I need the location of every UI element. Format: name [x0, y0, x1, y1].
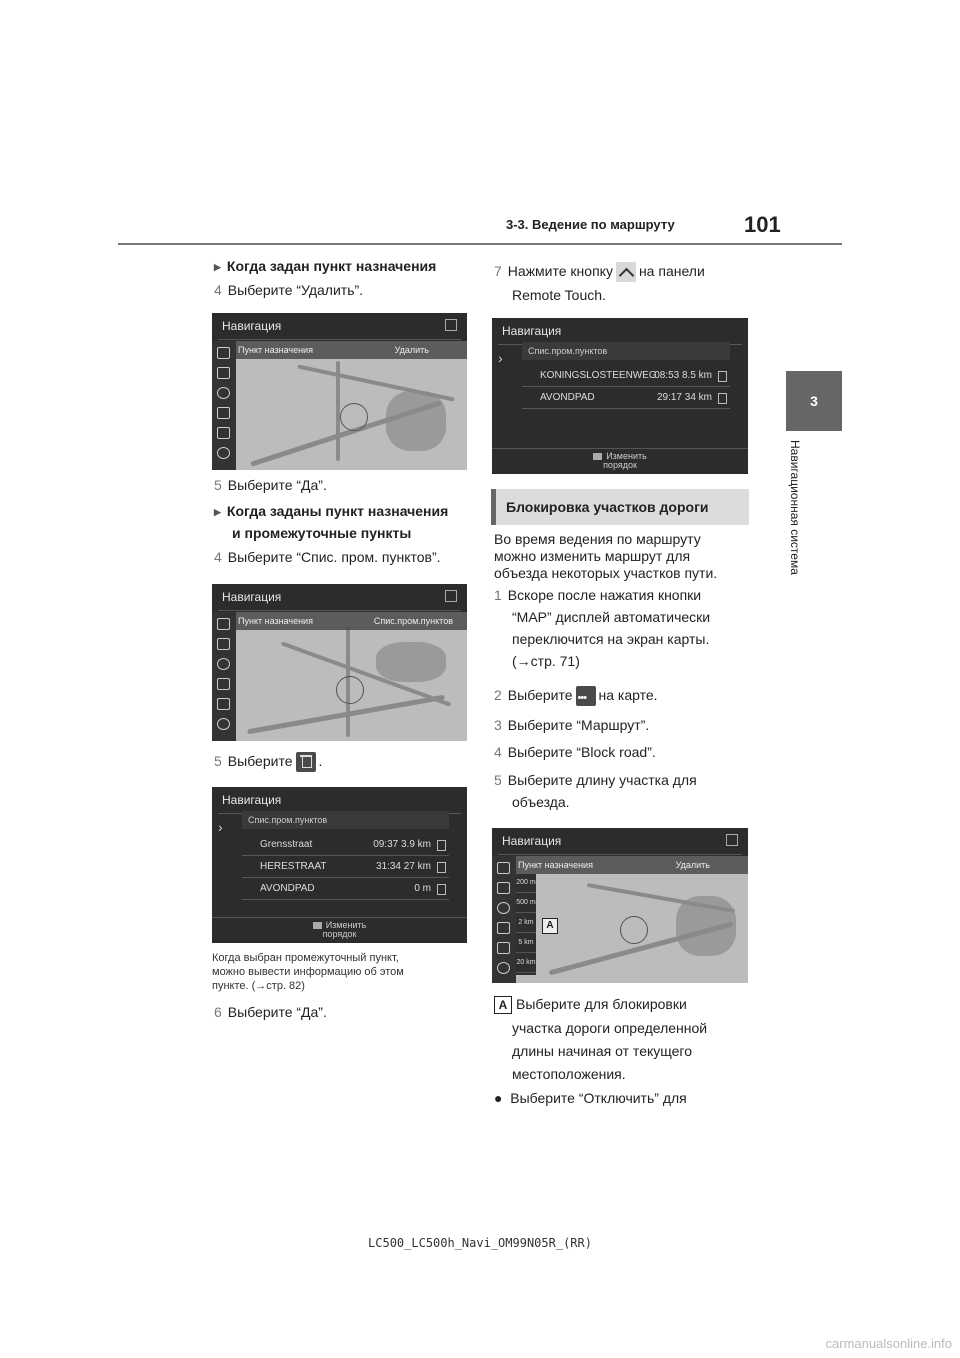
- destination-eta: 29:17 34 km: [656, 392, 712, 403]
- footer-code: LC500_LC500h_Navi_OM99N05R_(RR): [368, 1236, 592, 1250]
- trash-icon[interactable]: [437, 840, 446, 851]
- destination-label: Пункт назначения: [518, 860, 593, 870]
- block-icon[interactable]: [217, 658, 230, 670]
- destination-name: AVONDPAD: [260, 883, 315, 894]
- step-text: Выберите “Block road”.: [507, 744, 656, 760]
- condition-heading-1: [214, 255, 436, 278]
- step-number: 5: [214, 477, 222, 493]
- current-position-icon: [620, 916, 648, 944]
- callout-a-line2: участка дороги определенной: [512, 1020, 708, 1036]
- step-r2: [494, 684, 658, 706]
- step-number: 3: [494, 717, 502, 733]
- step-7: [494, 260, 705, 282]
- current-position-icon: [340, 403, 368, 431]
- trash-icon[interactable]: [437, 884, 446, 895]
- screen-map-waypoints: [212, 584, 467, 741]
- list-title: Спис.пром.пунктов: [522, 342, 730, 360]
- intro-line-2: можно изменить маршрут для: [494, 548, 691, 564]
- reorder-label-1: Изменить: [606, 451, 647, 461]
- step-number: 7: [494, 263, 502, 279]
- delete-button[interactable]: Удалить: [394, 345, 429, 355]
- step-number: 4: [214, 549, 222, 565]
- distance-label: 5 km: [518, 939, 534, 946]
- fullscreen-icon[interactable]: [217, 618, 230, 630]
- step-number: 6: [214, 1004, 222, 1020]
- waypoint-eta: 31:34 27 km: [375, 861, 431, 872]
- more-options-icon: [576, 686, 596, 706]
- screen-sidebar: [492, 856, 516, 983]
- trash-icon[interactable]: [437, 862, 446, 873]
- callout-a-line4: местоположения.: [512, 1066, 626, 1082]
- bullet-text: Выберите “Отключить” для: [510, 1090, 687, 1106]
- note-line-3: пункте. (→стр. 82): [212, 980, 305, 992]
- poi-icon[interactable]: [497, 882, 510, 894]
- no-signal-icon: [445, 319, 457, 331]
- chevron-up-button-icon: [616, 262, 636, 282]
- distance-option[interactable]: [516, 894, 536, 913]
- map-water: [376, 642, 446, 682]
- destination-bar: [236, 612, 467, 630]
- distance-option[interactable]: [516, 914, 536, 933]
- destination-distance: 0 m: [414, 883, 431, 894]
- back-chevron-icon[interactable]: ›: [218, 819, 223, 835]
- screen-waypoint-list-2: [492, 318, 748, 474]
- screen-title: Навигация: [222, 793, 282, 807]
- step-5b: [214, 750, 322, 772]
- title-divider: [218, 610, 461, 611]
- info-icon[interactable]: [497, 962, 510, 974]
- step-r5: [494, 769, 697, 791]
- distance-label: 20 km: [516, 959, 536, 966]
- step-text: Выберите длину участка для: [507, 772, 697, 788]
- step-text: Выберите “Удалить”.: [227, 282, 364, 298]
- callout-text: Выберите для блокировки: [516, 996, 687, 1012]
- screen-sidebar: [212, 612, 236, 741]
- note-line-1: Когда выбран промежуточный пункт,: [212, 952, 399, 964]
- map-area[interactable]: [236, 341, 467, 470]
- step-5a: [214, 474, 327, 496]
- trash-icon[interactable]: [718, 371, 727, 382]
- step-6: [214, 1001, 327, 1023]
- waypoint-eta: 08:53 8.5 km: [654, 370, 712, 381]
- list-item[interactable]: [242, 835, 449, 856]
- distance-option[interactable]: [516, 954, 536, 973]
- waypoint-eta: 09:37 3.9 km: [373, 839, 431, 850]
- reorder-label-1: Изменить: [325, 920, 367, 930]
- step-text: Выберите: [227, 753, 293, 769]
- map-road: [336, 361, 340, 461]
- dot-bullet-icon: ●: [494, 1090, 503, 1106]
- no-signal-icon: [445, 590, 457, 602]
- step-text: Выберите “Да”.: [227, 477, 327, 493]
- condition-text-1: Когда задан пункт назначения: [226, 258, 437, 274]
- destination-icon[interactable]: [217, 407, 230, 419]
- step-number: 4: [214, 282, 222, 298]
- waypoint-name: KONINGSLOSTEENWEG: [540, 370, 657, 381]
- screen-title: Навигация: [222, 319, 282, 333]
- distance-label: 500 m: [516, 899, 536, 906]
- reorder-icon: [593, 453, 602, 460]
- step-number: 1: [494, 587, 502, 603]
- title-divider: [498, 854, 742, 855]
- step-r4: [494, 741, 656, 763]
- route-icon[interactable]: [217, 698, 230, 710]
- step-r1: [494, 584, 701, 606]
- destination-icon[interactable]: [497, 922, 510, 934]
- condition-text-2a: Когда заданы пункт назначения: [226, 503, 449, 519]
- step-r1-line2: “MAP” дисплей автоматически: [512, 609, 711, 625]
- bullet-last: [494, 1087, 687, 1109]
- step-number: 5: [214, 753, 222, 769]
- step-number: 5: [494, 772, 502, 788]
- destination-name: AVONDPAD: [540, 392, 595, 403]
- block-distance-list: [516, 874, 536, 975]
- trash-icon: [296, 752, 316, 772]
- chapter-title: Навигационная система: [788, 440, 802, 575]
- triangle-bullet-icon: ▶: [214, 507, 221, 517]
- page-number: 101: [744, 212, 781, 237]
- section-heading: Блокировка участков дороги: [491, 489, 749, 525]
- step-r1-line4: (→стр. 71): [512, 653, 580, 669]
- no-signal-icon: [726, 834, 738, 846]
- reorder-label-2: порядок: [603, 460, 637, 470]
- block-icon[interactable]: [497, 902, 510, 914]
- list-item[interactable]: [242, 879, 449, 900]
- reorder-label-2: порядок: [322, 929, 357, 939]
- info-icon[interactable]: [217, 718, 230, 730]
- destination-label: Пункт назначения: [238, 616, 313, 626]
- reorder-button[interactable]: [212, 917, 467, 943]
- poi-icon[interactable]: [217, 638, 230, 650]
- chapter-tab: 3: [786, 371, 842, 431]
- poi-icon[interactable]: [217, 367, 230, 379]
- fullscreen-icon[interactable]: [217, 347, 230, 359]
- step-7-line2: Remote Touch.: [512, 287, 606, 303]
- trash-icon[interactable]: [718, 393, 727, 404]
- distance-option[interactable]: [516, 934, 536, 953]
- fullscreen-icon[interactable]: [497, 862, 510, 874]
- step-4a: [214, 279, 363, 301]
- screen-block-road: [492, 828, 748, 983]
- step-r1-line3: переключится на экран карты.: [512, 631, 710, 647]
- triangle-bullet-icon: ▶: [214, 262, 221, 272]
- route-icon[interactable]: [217, 427, 230, 439]
- waypoints-list-button[interactable]: Спис.пром.пунктов: [373, 616, 453, 626]
- step-r5-line2: объезда.: [512, 794, 570, 810]
- step-number: 4: [494, 744, 502, 760]
- step-text: Нажмите кнопку: [507, 263, 613, 279]
- list-item[interactable]: [522, 388, 730, 409]
- screen-map-delete: [212, 313, 467, 470]
- map-road: [297, 364, 454, 401]
- step-text: Выберите: [507, 687, 573, 703]
- condition-text-2b: и промежуточные пункты: [232, 525, 412, 541]
- delete-button[interactable]: Удалить: [675, 860, 710, 870]
- callout-label: A: [494, 996, 512, 1014]
- destination-bar: [516, 856, 748, 874]
- step-text: Выберите “Маршрут”.: [507, 717, 650, 733]
- map-area[interactable]: [236, 612, 467, 741]
- current-position-icon: [336, 676, 364, 704]
- step-r3: [494, 714, 649, 736]
- step-text-end: на карте.: [598, 687, 658, 703]
- step-text: Вскоре после нажатия кнопки: [507, 587, 702, 603]
- list-title: Спис.пром.пунктов: [242, 811, 449, 829]
- step-text-end: .: [318, 753, 323, 769]
- screen-title: Навигация: [502, 834, 562, 848]
- intro-line-3: объезда некоторых участков пути.: [494, 565, 718, 581]
- step-text: Выберите “Спис. пром. пунктов”.: [227, 549, 441, 565]
- note-line-2: можно вывести информацию об этом: [212, 966, 404, 978]
- list-item[interactable]: [242, 857, 449, 878]
- distance-label: 200 m: [516, 879, 536, 886]
- screen-title: Навигация: [222, 590, 282, 604]
- destination-label: Пункт назначения: [238, 345, 313, 355]
- intro-line-1: Во время ведения по маршруту: [494, 531, 701, 547]
- waypoint-name: Grensstraat: [260, 839, 313, 850]
- destination-icon[interactable]: [217, 678, 230, 690]
- section-title: 3-3. Ведение по маршруту: [506, 217, 675, 232]
- callout-a-text: [494, 993, 687, 1015]
- screen-waypoint-list: [212, 787, 467, 943]
- route-icon[interactable]: [497, 942, 510, 954]
- reorder-button[interactable]: [492, 448, 748, 474]
- watermark: carmanualsonline.info: [825, 1336, 952, 1351]
- callout-label-a: A: [542, 918, 558, 934]
- waypoint-name: HERESTRAAT: [260, 861, 327, 872]
- destination-bar: [236, 341, 467, 359]
- step-text: Выберите “Да”.: [227, 1004, 327, 1020]
- reorder-icon: [313, 922, 322, 929]
- back-chevron-icon[interactable]: ›: [498, 350, 503, 366]
- step-4b: [214, 546, 441, 568]
- callout-a-line3: длины начиная от текущего: [512, 1043, 692, 1059]
- screen-sidebar: [212, 341, 236, 470]
- screen-title: Навигация: [502, 324, 562, 338]
- title-divider: [218, 339, 461, 340]
- info-icon[interactable]: [217, 447, 230, 459]
- distance-option[interactable]: [516, 874, 536, 893]
- distance-label: 2 km: [518, 919, 534, 926]
- step-number: 2: [494, 687, 502, 703]
- step-text-end: на панели: [638, 263, 705, 279]
- condition-heading-2: [214, 500, 448, 523]
- list-item[interactable]: [522, 366, 730, 387]
- block-icon[interactable]: [217, 387, 230, 399]
- header-divider: [118, 243, 842, 245]
